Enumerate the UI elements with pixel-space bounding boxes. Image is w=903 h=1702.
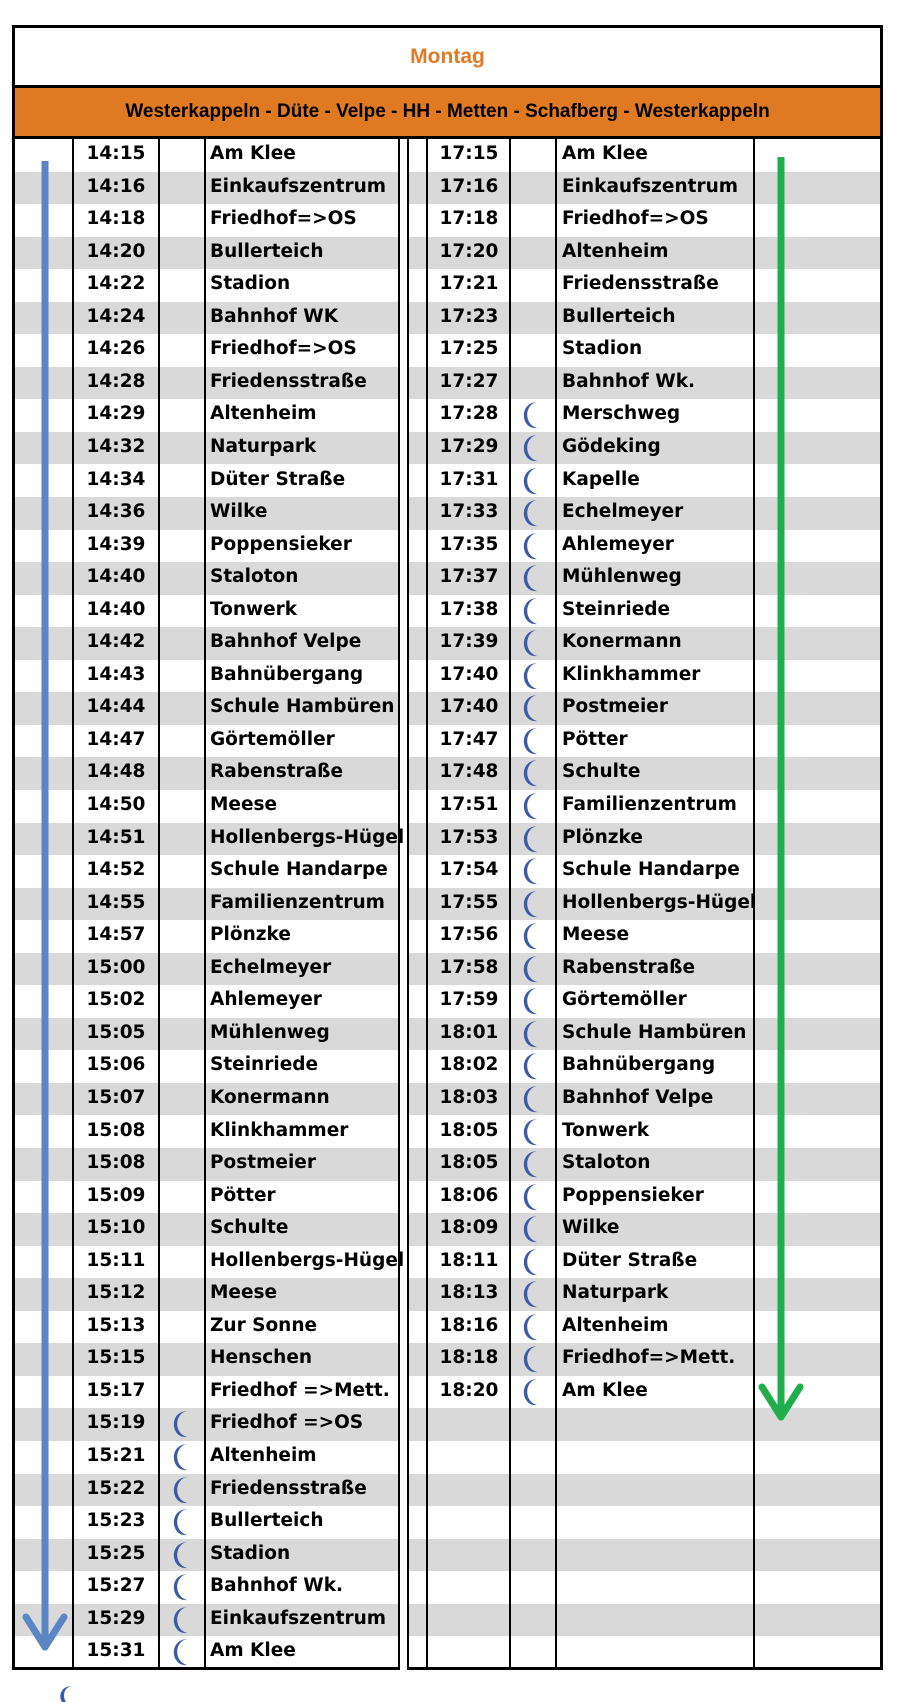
stop-name: Einkaufszentrum [562,175,739,197]
stop-name: Hollenbergs-Hügel [210,826,405,848]
crescent-moon-icon [519,791,545,821]
crescent-moon-icon [519,596,545,626]
stop-name: Am Klee [210,1640,296,1662]
stop-name: Friedhof=>OS [562,208,709,230]
crescent-moon-icon [519,1051,545,1081]
departure-time: 15:06 [86,1054,146,1076]
departure-time: 14:16 [86,175,146,197]
stop-name: Wilke [210,501,268,523]
departure-time: 17:16 [439,175,499,197]
departure-time: 15:05 [86,1021,146,1043]
column-divider [204,139,206,1670]
stop-name: Staloton [562,1152,651,1174]
crescent-moon-icon [519,921,545,951]
crescent-moon-icon [519,400,545,430]
stop-name: Klinkhammer [210,1119,349,1141]
departure-time: 18:11 [439,1249,499,1271]
departure-time: 14:39 [86,533,146,555]
stop-name: Am Klee [562,1379,648,1401]
stop-name: Bullerteich [210,240,324,262]
crescent-moon-icon [519,1344,545,1374]
crescent-moon-icon [169,1409,195,1439]
stop-name: Echelmeyer [562,501,684,523]
departure-time: 17:23 [439,305,499,327]
crescent-moon-icon [519,824,545,854]
stop-name: Görtemöller [562,989,687,1011]
departure-time: 14:50 [86,794,146,815]
departure-time: 14:55 [86,891,146,913]
departure-time: 17:25 [439,338,499,360]
stop-name: Schulte [562,761,641,783]
departure-time: 18:02 [439,1054,499,1076]
departure-time: 14:34 [86,468,146,490]
departure-time: 18:01 [439,1021,499,1043]
stop-name: Poppensieker [210,533,352,555]
departure-time: 18:13 [439,1282,499,1304]
stop-name: Altenheim [562,1314,669,1336]
crescent-moon-icon [169,1442,195,1472]
stop-name: Tonwerk [562,1119,650,1141]
departure-time: 17:31 [439,468,499,490]
stop-name: Am Klee [210,143,296,164]
stop-name: Mühlenweg [210,1021,330,1043]
departure-time: 14:44 [86,696,146,718]
crescent-moon-icon [519,433,545,463]
departure-time: 15:10 [86,1217,146,1239]
stop-name: Klinkhammer [562,663,701,685]
departure-time: 15:09 [86,1184,146,1206]
crescent-moon-icon [169,1572,195,1602]
stop-name: Zur Sonne [210,1314,318,1336]
departure-time: 17:54 [439,859,499,881]
stop-name: Stadion [210,1542,291,1564]
departure-time: 17:35 [439,533,499,555]
crescent-moon-icon [519,889,545,919]
stop-name: Bahnhof Wk. [210,1575,344,1597]
stop-name: Bahnhof Wk. [562,370,696,392]
stop-name: Friedhof=>OS [210,338,357,360]
crescent-moon-icon [519,1279,545,1309]
crescent-moon-icon [519,1214,545,1244]
stop-name: Friedensstraße [210,1477,367,1499]
departure-time: 17:18 [439,208,499,230]
crescent-moon-icon [169,1507,195,1537]
stop-name: Merschweg [562,403,681,425]
departure-time: 17:37 [439,566,499,588]
departure-time: 17:29 [439,435,499,457]
departure-time: 17:33 [439,501,499,523]
stop-name: Familienzentrum [562,794,737,815]
stop-name: Hollenbergs-Hügel [562,891,757,913]
stop-name: Schule Handarpe [562,859,740,881]
stop-name: Bahnhof Velpe [210,631,362,653]
stop-name: Friedensstraße [562,273,719,295]
stop-name: Wilke [562,1217,620,1239]
departure-time: 14:48 [86,761,146,783]
stop-name: Schulte [210,1217,289,1239]
stop-name: Altenheim [562,240,669,262]
departure-time: 14:40 [86,598,146,620]
timetable-frame [12,25,883,1670]
stop-name: Friedhof=>OS [210,208,357,230]
departure-time: 14:32 [86,435,146,457]
departure-time: 15:31 [86,1640,146,1662]
stop-name: Poppensieker [562,1184,704,1206]
stop-name: Meese [210,794,278,815]
stop-name: Friedhof =>Mett. [210,1379,390,1401]
departure-time: 17:27 [439,370,499,392]
stop-name: Görtemöller [210,728,335,750]
stop-name: Postmeier [210,1152,316,1174]
stop-name: Friedensstraße [210,370,367,392]
stop-name: Friedhof =>OS [210,1412,364,1434]
stop-name: Einkaufszentrum [210,1607,387,1629]
departure-time: 18:18 [439,1347,499,1369]
departure-time: 17:47 [439,728,499,750]
column-divider [407,139,409,1670]
stop-name: Am Klee [562,143,648,164]
day-title: Montag [410,44,485,68]
departure-time: 14:20 [86,240,146,262]
departure-time: 18:09 [439,1217,499,1239]
stop-name: Henschen [210,1347,313,1369]
stop-name: Meese [210,1282,278,1304]
departure-time: 14:28 [86,370,146,392]
stop-name: Hollenbergs-Hügel [210,1249,405,1271]
departure-time: 14:57 [86,924,146,946]
departure-time: 17:28 [439,403,499,425]
stop-name: Steinriede [210,1054,319,1076]
stop-name: Altenheim [210,1445,317,1466]
stop-name: Altenheim [210,403,317,425]
stop-name: Naturpark [210,435,317,457]
departure-time: 18:03 [439,1086,499,1108]
stop-name: Schule Hambüren [210,696,395,718]
stop-name: Stadion [562,338,643,360]
departure-time: 18:16 [439,1314,499,1336]
departure-time: 17:21 [439,273,499,295]
crescent-moon-icon [519,1117,545,1147]
departure-time: 18:20 [439,1379,499,1401]
crescent-moon-icon [519,1182,545,1212]
stop-name: Rabenstraße [210,761,344,783]
stop-name: Bahnübergang [210,663,364,685]
stop-name: Bullerteich [210,1510,324,1532]
crescent-moon-icon [169,1475,195,1505]
stop-name: Naturpark [562,1282,669,1304]
route-title: Westerkappeln - Düte - Velpe - HH - Metten - Schafberg - Westerkappeln [15,85,880,139]
stop-name: Tonwerk [210,598,298,620]
departure-time: 15:29 [86,1607,146,1629]
stop-name: Schule Hambüren [562,1021,747,1043]
crescent-moon-icon [519,498,545,528]
departure-time: 17:56 [439,924,499,946]
departure-time: 14:43 [86,663,146,685]
departure-time: 17:59 [439,989,499,1011]
departure-time: 17:39 [439,631,499,653]
departure-time: 18:06 [439,1184,499,1206]
stop-name: Schule Handarpe [210,859,388,881]
stop-name: Staloton [210,566,299,588]
departure-time: 17:51 [439,794,499,815]
crescent-moon-icon [519,466,545,496]
stop-name: Konermann [562,631,682,653]
departure-time: 15:23 [86,1510,146,1532]
departure-time: 15:00 [86,956,146,978]
stop-name: Echelmeyer [210,956,332,978]
stop-name: Bullerteich [562,305,676,327]
stop-name: Postmeier [562,696,668,718]
stop-name: Konermann [210,1086,330,1108]
down-arrow-green [756,157,806,1421]
crescent-moon-icon [169,1540,195,1570]
crescent-moon-icon [519,1247,545,1277]
departure-time: 15:07 [86,1086,146,1108]
departure-time: 15:13 [86,1314,146,1336]
stop-name: Bahnhof WK [210,305,339,327]
crescent-moon-icon [169,1637,195,1667]
departure-time: 15:11 [86,1249,146,1271]
crescent-moon-icon [519,693,545,723]
stop-name: Kapelle [562,468,640,490]
departure-time: 15:17 [86,1379,146,1401]
departure-time: 14:36 [86,501,146,523]
crescent-moon-icon [519,726,545,756]
crescent-moon-icon [519,1312,545,1342]
departure-time: 14:52 [86,859,146,881]
departure-time: 15:21 [86,1445,146,1466]
departure-time: 17:53 [439,826,499,848]
departure-time: 17:40 [439,663,499,685]
crescent-moon-icon [519,1084,545,1114]
departure-time: 14:24 [86,305,146,327]
timetable-grid [15,139,880,1670]
crescent-moon-icon [519,531,545,561]
departure-time: 18:05 [439,1152,499,1174]
stop-name: Ahlemeyer [210,989,322,1011]
stop-name: Meese [562,924,630,946]
crescent-moon-icon [519,758,545,788]
crescent-moon-icon [519,661,545,691]
departure-time: 15:25 [86,1542,146,1564]
stop-name: Bahnhof Velpe [562,1086,714,1108]
departure-time: 17:15 [439,143,499,164]
stop-name: Mühlenweg [562,566,682,588]
crescent-moon-icon [519,954,545,984]
departure-time: 17:38 [439,598,499,620]
legend-moon-icon [58,1684,80,1702]
stop-name: Pötter [562,728,628,750]
departure-time: 14:15 [86,143,146,164]
departure-time: 14:42 [86,631,146,653]
stop-name: Stadion [210,273,291,295]
departure-time: 14:18 [86,208,146,230]
stop-name: Düter Straße [210,468,346,490]
crescent-moon-icon [519,1149,545,1179]
departure-time: 17:20 [439,240,499,262]
stop-name: Pötter [210,1184,276,1206]
stop-name: Familienzentrum [210,891,385,913]
stop-name: Düter Straße [562,1249,698,1271]
crescent-moon-icon [519,563,545,593]
departure-time: 17:48 [439,761,499,783]
departure-time: 18:05 [439,1119,499,1141]
departure-time: 15:12 [86,1282,146,1304]
departure-time: 14:26 [86,338,146,360]
stop-name: Ahlemeyer [562,533,674,555]
departure-time: 15:15 [86,1347,146,1369]
crescent-moon-icon [519,1377,545,1407]
departure-time: 14:40 [86,566,146,588]
departure-time: 15:22 [86,1477,146,1499]
stop-name: Friedhof=>Mett. [562,1347,736,1369]
down-arrow-blue [20,161,70,1651]
departure-time: 15:08 [86,1119,146,1141]
crescent-moon-icon [519,856,545,886]
crescent-moon-icon [519,1019,545,1049]
stop-name: Gödeking [562,435,661,457]
crescent-moon-icon [519,986,545,1016]
departure-time: 14:22 [86,273,146,295]
stop-name: Steinriede [562,598,671,620]
crescent-moon-icon [519,628,545,658]
departure-time: 15:08 [86,1152,146,1174]
departure-time: 15:02 [86,989,146,1011]
departure-time: 17:58 [439,956,499,978]
departure-time: 17:40 [439,696,499,718]
crescent-moon-icon [169,1605,195,1635]
departure-time: 14:29 [86,403,146,425]
departure-time: 15:27 [86,1575,146,1597]
stop-name: Bahnübergang [562,1054,716,1076]
stop-name: Plönzke [562,826,643,848]
departure-time: 14:51 [86,826,146,848]
stop-name: Rabenstraße [562,956,696,978]
departure-time: 14:47 [86,728,146,750]
departure-time: 15:19 [86,1412,146,1434]
departure-time: 17:55 [439,891,499,913]
column-gap [400,139,407,1670]
column-divider [555,139,557,1670]
stop-name: Plönzke [210,924,291,946]
stop-name: Einkaufszentrum [210,175,387,197]
